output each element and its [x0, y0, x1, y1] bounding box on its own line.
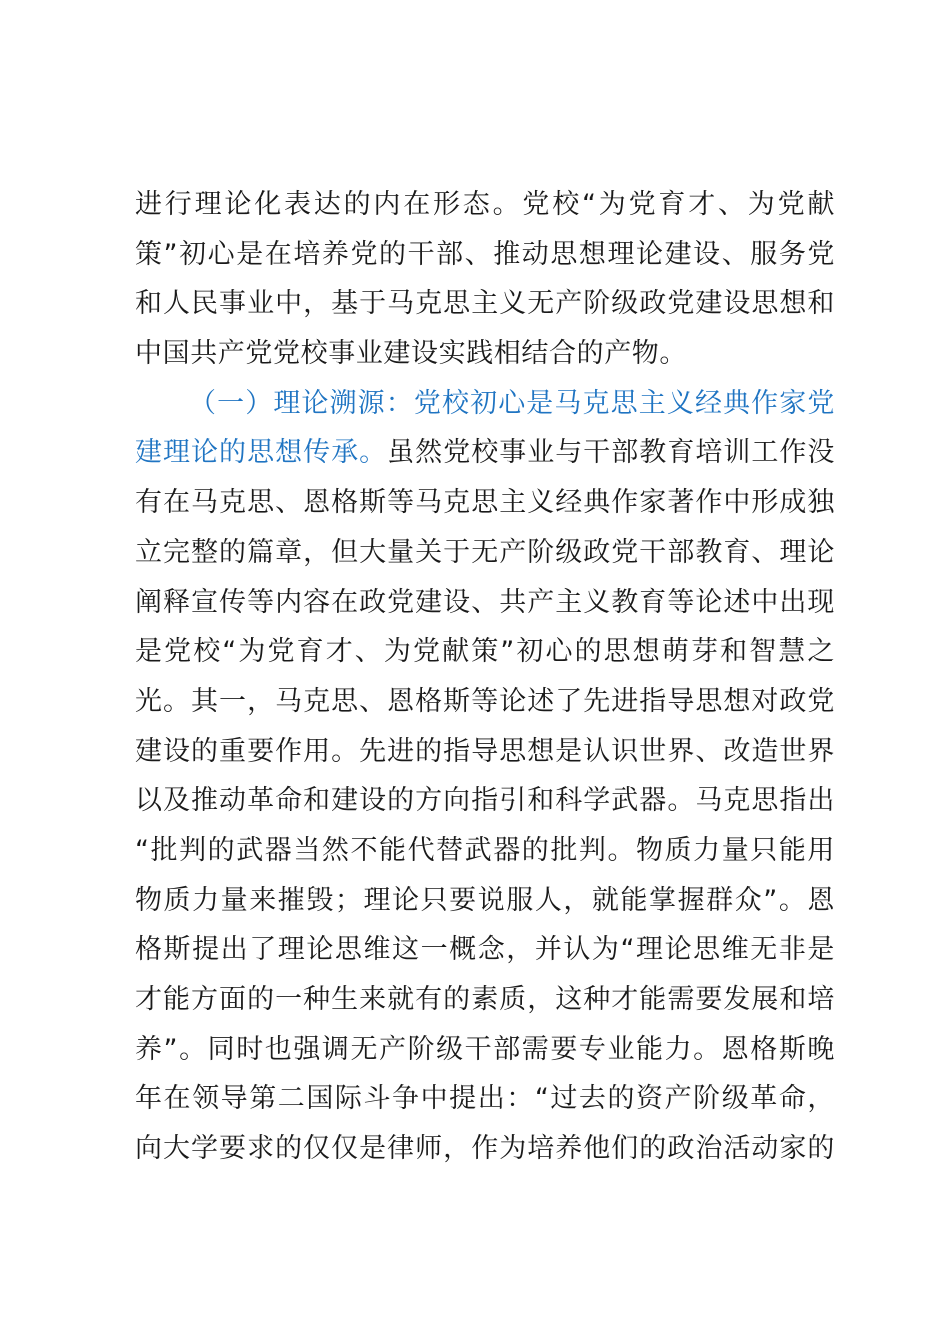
body-text: 才能方面的一种生来就有的素质，这种才能需要发展和培 [135, 984, 835, 1015]
text-line [135, 925, 835, 975]
body-text: 光。其一，马克思、恩格斯等论述了先进指导思想对政党 [135, 685, 835, 717]
text-line [135, 528, 835, 578]
text-line [135, 279, 835, 329]
body-text: 阐释宣传等内容在政党建设、共产主义教育等论述中出现 [135, 586, 835, 618]
body-text: 立完整的篇章，但大量关于无产阶级政党干部教育、理论 [135, 536, 835, 568]
text-line [135, 428, 835, 478]
text-line [135, 876, 835, 926]
body-text: 以及推动革命和建设的方向指引和科学武器。马克思指出 [135, 785, 835, 817]
section-heading-text: （一）理论溯源：党校初心是马克思主义经典作家党 [189, 387, 835, 419]
body-text: 养”。同时也强调无产阶级干部需要专业能力。恩格斯晚 [135, 1033, 835, 1065]
body-text: 有在马克思、恩格斯等马克思主义经典作家著作中形成独 [135, 487, 835, 519]
body-text: 格斯提出了理论思维这一概念，并认为“理论思维无非是 [135, 934, 835, 966]
body-text: 中国共产党党校事业建设实践相结合的产物。 [135, 338, 687, 370]
body-text: 虽然党校事业与干部教育培训工作没 [387, 437, 835, 469]
body-text: 物质力量来摧毁；理论只要说服人，就能掌握群众”。恩 [135, 884, 835, 916]
text-line [135, 1074, 835, 1124]
body-text: 向大学要求的仅仅是律师，作为培养他们的政治活动家的 [135, 1133, 835, 1165]
body-text: 建设的重要作用。先进的指导思想是认识世界、改造世界 [135, 735, 835, 767]
document-body-text [135, 180, 835, 1174]
text-line [135, 478, 835, 528]
text-line [135, 677, 835, 727]
body-text: 是党校“为党育才、为党献策”初心的思想萌芽和智慧之 [135, 636, 835, 668]
text-line [135, 826, 835, 876]
section-heading-text: 建理论的思想传承。 [135, 437, 388, 469]
body-text: “批判的武器当然不能代替武器的批判。物质力量只能用 [135, 834, 835, 866]
text-line [135, 379, 835, 429]
body-text: 年在领导第二国际斗争中提出：“过去的资产阶级革命， [135, 1083, 835, 1115]
text-line [135, 727, 835, 777]
text-line [135, 627, 835, 677]
body-text: 和人民事业中，基于马克思主义无产阶级政党建设思想和 [135, 288, 835, 320]
text-line [135, 180, 835, 230]
text-line [135, 329, 835, 379]
text-line [135, 1124, 835, 1174]
text-line [135, 975, 835, 1025]
body-text: 策”初心是在培养党的干部、推动思想理论建设、服务党 [135, 238, 835, 270]
body-text: 进行理论化表达的内在形态。党校“为党育才、为党献 [135, 189, 835, 220]
text-line [135, 578, 835, 628]
text-line [135, 1025, 835, 1075]
text-line [135, 230, 835, 280]
text-line [135, 776, 835, 826]
